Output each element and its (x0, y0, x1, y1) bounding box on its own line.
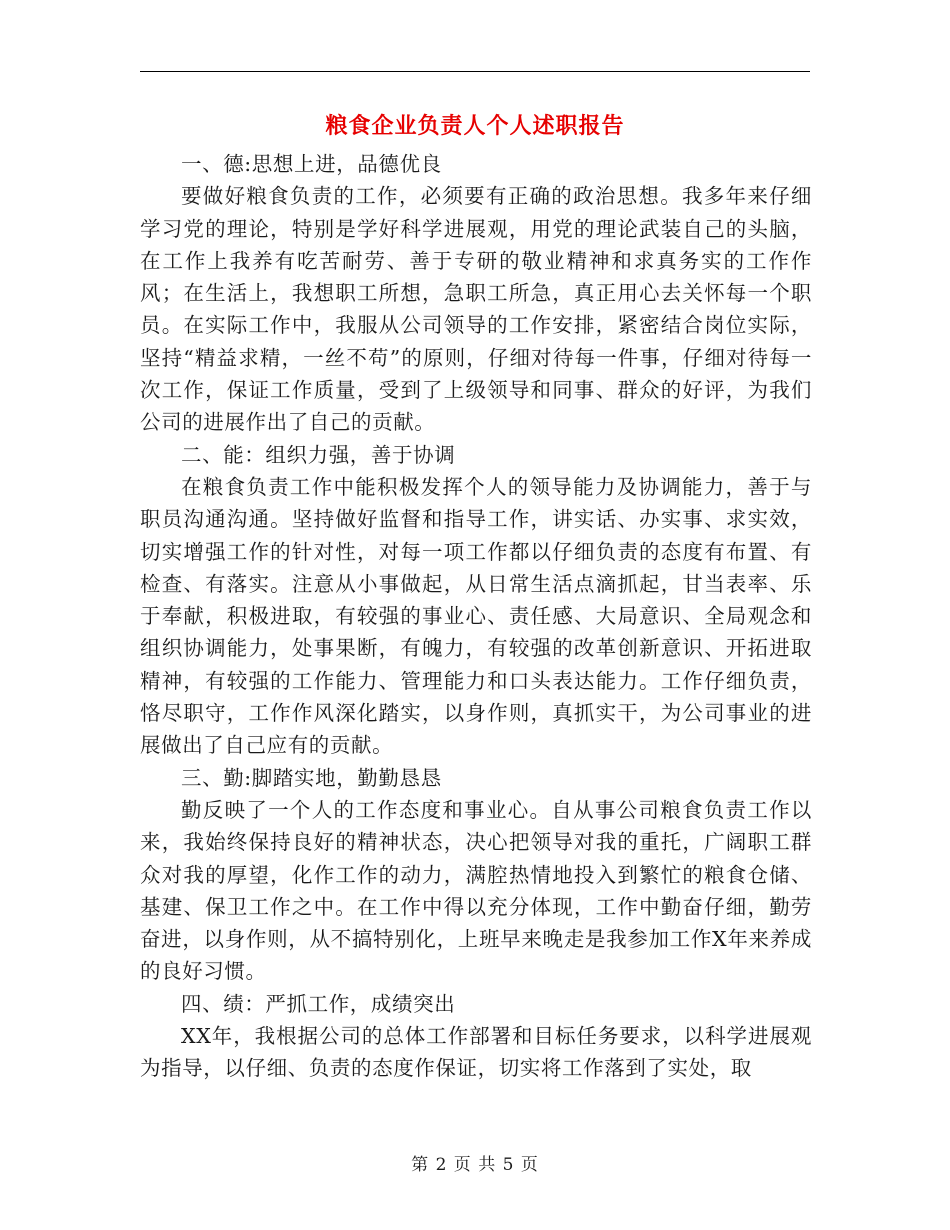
section-body-qin: 勤反映了一个人的工作态度和事业心。自从事公司粮食负责工作以来，我始终保持良好的精神状态，决心把领导对我的重托，广阔职工群众对我的厚望，化作工作的动力，满腔热情地投入到繁忙的粮食仓储、基建、保卫工作之中。在工作中得以充分体现，工作中勤奋仔细，勤劳奋进，以身作则，从不搞特别化，上班早来晚走是我参加工作X年来养成的良好习惯。 (140, 797, 812, 984)
section-heading-ji: 四、绩：严抓工作，成绩突出 (181, 991, 456, 1016)
document-title: 粮食企业负责人个人述职报告 (325, 113, 625, 139)
section-heading-neng: 二、能：组织力强，善于协调 (181, 442, 456, 467)
section-heading-de: 一、德:思想上进，品德优良 (181, 152, 442, 176)
page-number-footer: 第 2 页 共 5 页 (411, 1155, 539, 1175)
section-body-ji: XX年，我根据公司的总体工作部署和目标任务要求，以科学进展观为指导，以仔细、负责的态度作保证，切实将工作落到了实处，取 (140, 1024, 812, 1081)
header-rule (140, 71, 810, 72)
section-body-de: 要做好粮食负责的工作，必须要有正确的政治思想。我多年来仔细学习党的理论，特别是学好科学进展观，用党的理论武装自己的头脑，在工作上我养有吃苦耐劳、善于专研的敬业精神和求真务实的工作作风；在生活上，我想职工所想，急职工所急，真正用心去关怀每一个职员。在实际工作中，我服从公司领导的工作安排，紧密结合岗位实际，坚持“精益求精，一丝不苟”的原则，仔细对待每一件事，仔细对待每一次工作，保证工作质量，受到了上级领导和同事、群众的好评，为我们公司的进展作出了自己的贡献。 (140, 184, 812, 435)
section-heading-qin: 三、勤:脚踏实地，勤勤恳恳 (181, 765, 442, 790)
section-body-neng: 在粮食负责工作中能积极发挥个人的领导能力及协调能力，善于与职员沟通沟通。坚持做好监督和指导工作，讲实话、办实事、求实效，切实增强工作的针对性，对每一项工作都以仔细负责的态度有布置、有检查、有落实。注意从小事做起，从日常生活点滴抓起，甘当表率、乐于奉献，积极进取，有较强的事业心、责任感、大局意识、全局观念和组织协调能力，处事果断，有魄力，有较强的改革创新意识、开拓进取精神，有较强的工作能力、管理能力和口头表达能力。工作仔细负责，恪尽职守，工作作风深化踏实，以身作则，真抓实干，为公司事业的进展做出了自己应有的贡献。 (140, 474, 812, 758)
document-body (140, 148, 812, 1085)
